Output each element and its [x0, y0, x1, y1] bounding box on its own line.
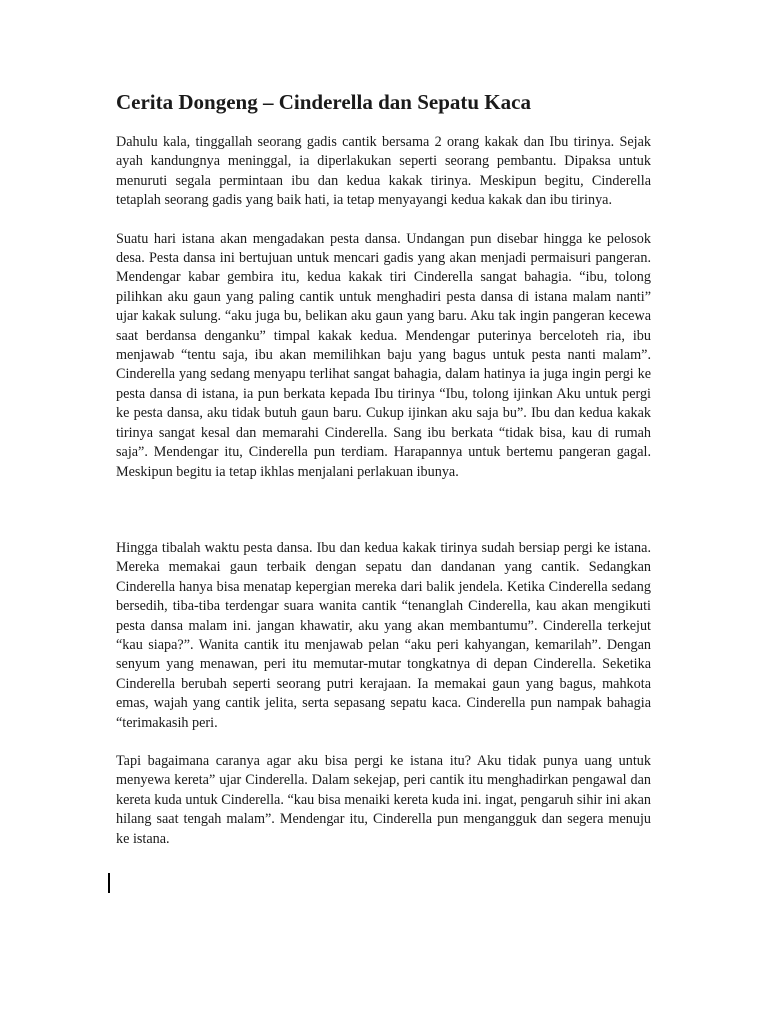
paragraph-3: Hingga tibalah waktu pesta dansa. Ibu dan kedua kakak tirinya sudah bersiap pergi ke istana. Mereka memakai gaun terbaik dengan sepatu dan dandanan yang cantik. Sedangkan Cinderella hanya bisa menatap kepergian mereka dari balik jendela. Ketika Cinderella sedang bersedih, tiba-tiba terdengar suara wanita cantik “tenanglah Cinderella, kau akan mengikuti pesta dansa malam ini. jangan khawatir, aku yang akan membantumu”. Cinderella terkejut “kau siapa?”. Wanita cantik itu menjawab pelan “aku peri kahyangan, kemarilah”. Dengan senyum yang menawan, peri itu memutar-mutar tongkatnya di depan Cinderella. Seketika Cinderella berubah seperti seorang putri kerajaan. Ia memakai gaun yang bagus, mahkota emas, wajah yang cantik jelita, serta sepasang sepatu kaca. Cinderella pun nampak bahagia “terimakasih peri.	[116, 539, 651, 731]
text-cursor[interactable]	[108, 873, 110, 893]
paragraph-4: Tapi bagaimana caranya agar aku bisa pergi ke istana itu? Aku tidak punya uang untuk menyewa kereta” ujar Cinderella. Dalam sekejap, peri cantik itu menghadirkan pengawal dan kereta kuda untuk Cinderella. “kau bisa menaiki kereta kuda ini. ingat, pengaruh sihir ini akan hilang saat tengah malam”. Mendengar itu, Cinderella pun mengangguk dan segera menuju ke istana.	[116, 752, 651, 847]
paragraph-2: Suatu hari istana akan mengadakan pesta dansa. Undangan pun disebar hingga ke pelosok desa. Pesta dansa ini bertujuan untuk mencari gadis yang akan menjadi permaisuri pangeran. Mendengar kabar gembira itu, kedua kakak tiri Cinderella sangat bahagia. “ibu, tolong pilihkan aku gaun yang paling cantik untuk menghadiri pesta dansa di istana malam nanti” ujar kakak sulung. “aku juga bu, belikan aku gaun yang baru. Aku tak ingin pangeran kecewa saat berdansa denganku” timpal kakak kedua. Mendengar puterinya berceloteh ria, ibu menjawab “tentu saja, ibu akan memilihkan baju yang bagus untuk pesta nanti malam”. Cinderella yang sedang menyapu terlihat sangat bahagia, dalam hatinya ia juga ingin pergi ke pesta dansa di istana, ia pun berkata kepada Ibu tirinya “Ibu, tolong ijinkan Aku untuk pergi ke pesta dansa, aku tidak butuh gaun baru. Cukup ijinkan aku saja bu”. Ibu dan kedua kakak tirinya sangat kesal dan memarahi Cinderella. Sang ibu berkata “tidak bisa, kau di rumah saja”. Mendengar itu, Cinderella pun terdiam. Harapannya untuk bertemu pangeran gagal. Meskipun begitu ia tetap ikhlas menjalani perlakuan ibunya.	[116, 230, 651, 480]
document-page	[116, 88, 651, 868]
blank-space	[116, 501, 651, 539]
paragraph-1: Dahulu kala, tinggallah seorang gadis cantik bersama 2 orang kakak dan Ibu tirinya. Sejak ayah kandungnya meninggal, ia diperlakukan seperti seorang pembantu. Dipaksa untuk menuruti segala permintaan ibu dan kedua kakak tirinya. Meskipun begitu, Cinderella tetaplah seorang gadis yang baik hati, ia tetap menyayangi kedua kakak dan ibu tirinya.	[116, 134, 651, 209]
document-title: Cerita Dongeng – Cinderella dan Sepatu Kaca	[116, 90, 531, 114]
